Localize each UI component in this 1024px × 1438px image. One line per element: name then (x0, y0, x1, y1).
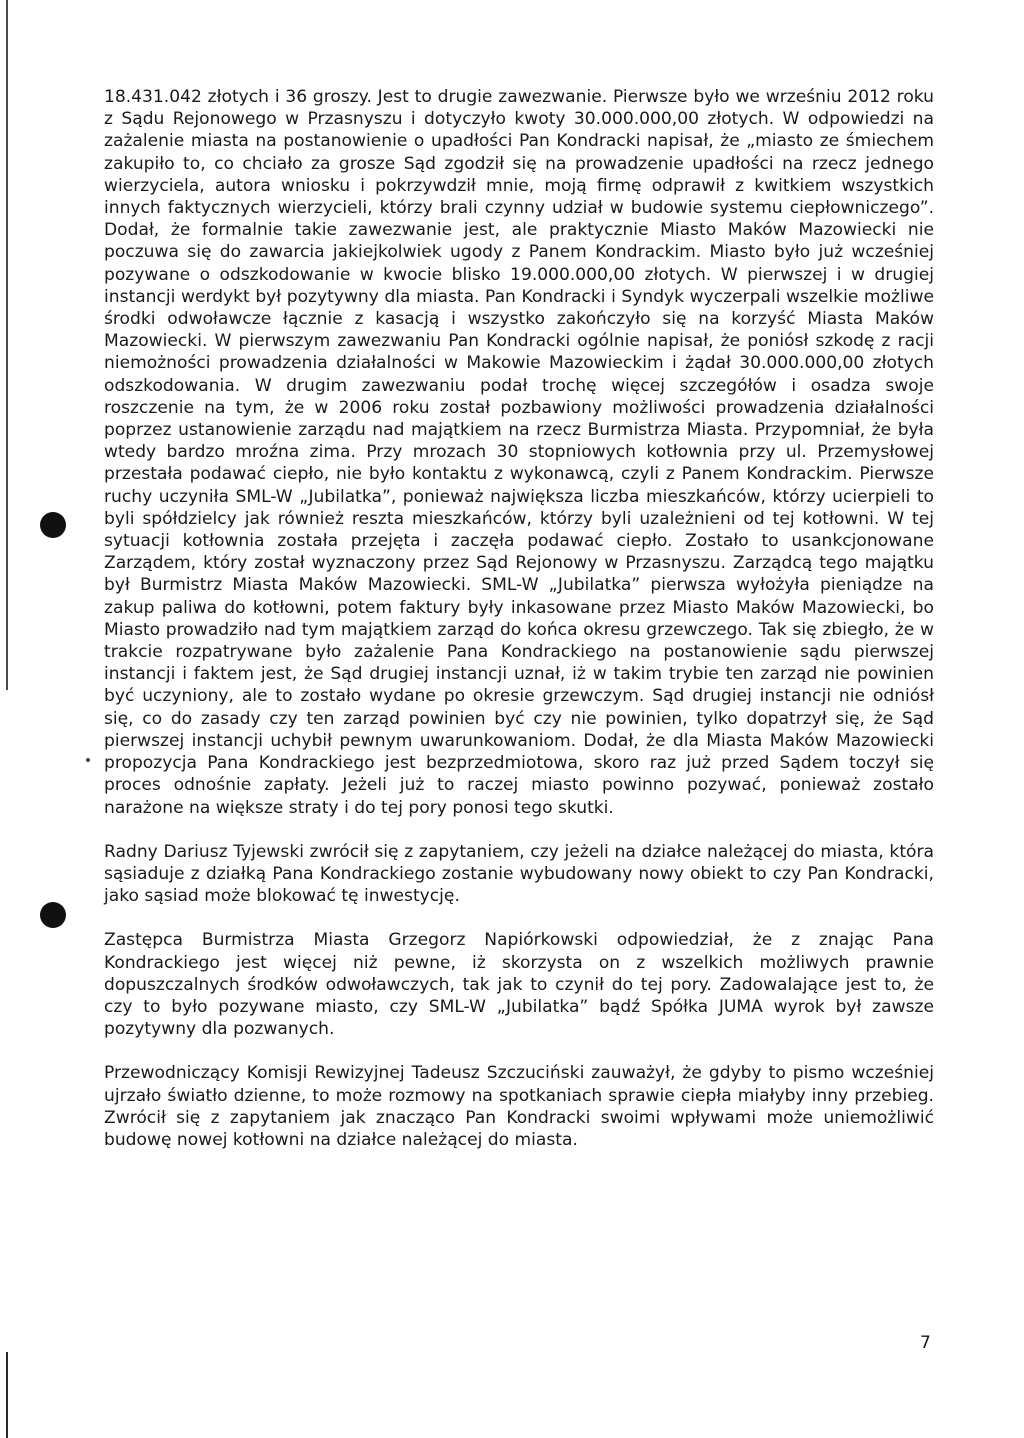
scan-speck (86, 758, 90, 762)
punch-hole (40, 902, 66, 928)
paragraph: Radny Dariusz Tyjewski zwrócił się z zapytaniem, czy jeżeli na działce należącej do miasta, która sąsiaduje z działką Pana Kondrackiego zostanie wybudowany nowy obiekt to czy Pan Kondracki, jako sąsiad może blokować tę inwestycję. (104, 841, 934, 907)
paragraph: Zastępca Burmistrza Miasta Grzegorz Napiórkowski odpowiedział, że z znając Pana Kondrackiego jest więcej niż pewne, iż skorzysta on z wszelkich możliwych prawnie dopuszczalnych środków odwoławczych, tak jak to czynił do tej pory. Zadowalające jest to, że czy to było pozywane miasto, czy SML-W „Jubilatka” bądź Spółka JUMA wyrok był zawsze pozytywny dla pozwanych. (104, 930, 934, 1040)
scan-edge-line (6, 1352, 8, 1438)
page-number: 7 (920, 1333, 931, 1353)
paragraph: 18.431.042 złotych i 36 groszy. Jest to drugie zawezwanie. Pierwsze było we wrześniu 2012 roku z Sądu Rejonowego w Przasnyszu i dotyczyło kwoty 30.000.000,00 złotych. W odpowiedzi na zażalenie miasta na postanowienie o upadłości Pan Kondracki napisał, że „miasto ze śmiechem zakupiło to, co chciało za grosze Sąd zgodził się na prowadzenie upadłości na rzecz jednego wierzyciela, autora wniosku i pokrzywdził mnie, moją firmę odprawił z kwitkiem wszystkich innych faktycznych wierzycieli, którzy brali czynny udział w budowie systemu ciepłowniczego”. Dodał, że formalnie takie zawezwanie jest, ale praktycznie Miasto Maków Mazowiecki nie poczuwa się do zawarcia jakiejkolwiek ugody z Panem Kondrackim. Miasto było już wcześniej pozywane o odszkodowanie w kwocie blisko 19.000.000,00 złotych. W pierwszej i w drugiej instancji werdykt był pozytywny dla miasta. Pan Kondracki i Syndyk wyczerpali wszelkie możliwe środki odwoławcze łącznie z kasacją i wszystko zakończyło się na korzyść Miasta Maków Mazowiecki. W pierwszym zawezwaniu Pan Kondracki ogólnie napisał, że poniósł szkodę z racji niemożności prowadzenia działalności w Makowie Mazowieckim i żądał 30.000.000,00 złotych odszkodowania. W drugim zawezwaniu podał trochę więcej szczegółów i osadza swoje roszczenie na tym, że w 2006 roku został pozbawiony możliwości prowadzenia działalności poprzez ustanowienie zarządu nad majątkiem na rzecz Burmistrza Miasta. Przypomniał, że była wtedy bardzo mroźna zima. Przy mrozach 30 stopniowych kotłownia przy ul. Przemysłowej przestała podawać ciepło, nie było kontaktu z wykonawcą, czyli z Panem Kondrackim. Pierwsze ruchy uczyniła SML-W „Jubilatka”, ponieważ największa liczba mieszkańców, którzy ucierpieli to byli spółdzielcy jak również reszta mieszkańców, którzy byli uzależnieni od tej kotłowni. W tej sytuacji kotłownia została przejęta i zaczęła podawać ciepło. Zostało to usankcjonowane Zarządem, który został wyznaczony przez Sąd Rejonowy w Przasnyszu. Zarządcą tego majątku był Burmistrz Miasta Maków Mazowiecki. SML-W „Jubilatka” pierwsza wyłożyła pieniądze na zakup paliwa do kotłowni, potem faktury były inkasowane przez Miasto Maków Mazowiecki, bo Miasto prowadziło nad tym majątkiem zarząd do końca okresu grzewczego. Tak się zbiegło, że w trakcie rozpatrywane było zażalenie Pana Kondrackiego na postanowienie sądu pierwszej instancji i faktem jest, że Sąd drugiej instancji uznał, iż w takim trybie ten zarząd nie powinien być uczyniony, ale to zostało wydane po okresie grzewczym. Sąd drugiej instancji nie odniósł się, co do zasady czy ten zarząd powinien być czy nie powinien, tylko dopatrzył się, że Sąd pierwszej instancji uchybił pewnym uwarunkowaniom. Dodał, że dla Miasta Maków Mazowiecki propozycja Pana Kondrackiego jest bezprzedmiotowa, skoro raz już przed Sądem toczył się proces odnośnie zapłaty. Jeżeli już to raczej miasto powinno pozywać, ponieważ zostało narażone na większe straty i do tej pory ponosi tego skutki. (104, 87, 934, 818)
punch-hole (40, 512, 66, 538)
paragraph: Przewodniczący Komisji Rewizyjnej Tadeusz Szczuciński zauważył, że gdyby to pismo wcześniej ujrzało światło dzienne, to może rozmowy na spotkaniach sprawie ciepła miałyby inny przebieg. Zwrócił się z zapytaniem jak znacząco Pan Kondracki swoimi wpływami może uniemożliwić budowę nowej kotłowni na działce należącej do miasta. (104, 1063, 934, 1150)
scan-edge-line (6, 0, 8, 690)
document-body (104, 86, 934, 1151)
